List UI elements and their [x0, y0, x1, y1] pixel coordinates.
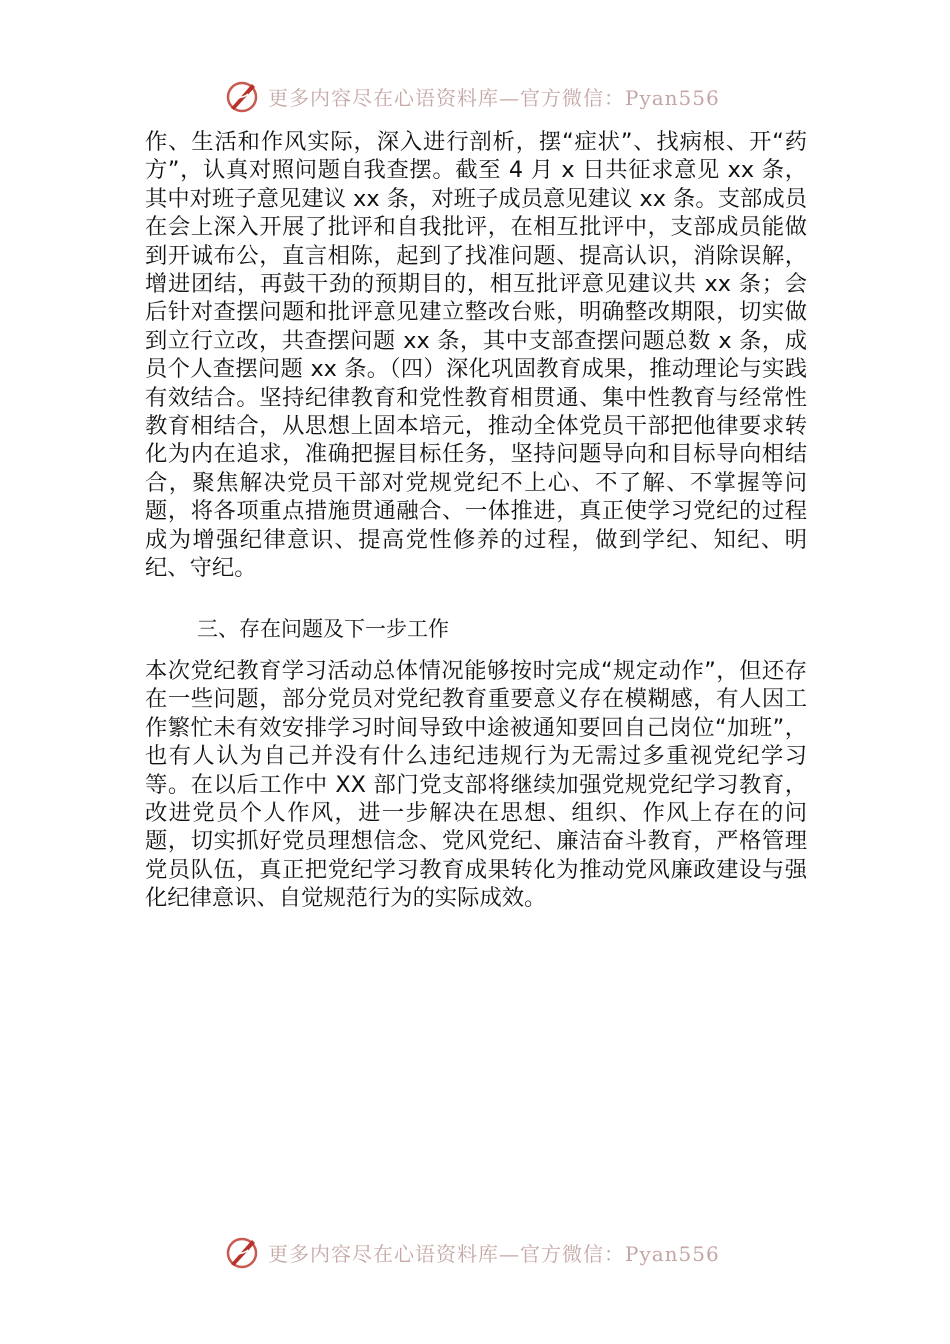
footer-watermark — [222, 1232, 720, 1272]
pen-circle-logo-icon — [222, 76, 262, 116]
body-paragraph-1: 作、生活和作风实际，深入进行剖析，摆“症状”、找病根、开“药方”，认真对照问题自我查摆。截至 4 月 x 日共征求意见 xx 条，其中对班子意见建议 xx 条，对班子成员意见建议 xx 条。支部成员在会上深入开展了批评和自我批评，在相互批评中，支部成员能做到开诚布公，直言相陈，起到了找准问题、提高认识，消除误解，增进团结，再鼓干劲的预期目的，相互批评意见建议共 xx 条；会后针对查摆问题和批评意见建立整改台账，明确整改期限，切实做到立行立改，共查摆问题 xx 条，其中支部查摆问题总数 x 条，成员个人查摆问题 xx 条。（四）深化巩固教育成果，推动理论与实践有效结合。坚持纪律教育和党性教育相贯通、集中性教育与经常性教育相结合，从思想上固本培元，推动全体党员干部把他律要求转化为内在追求，准确把握目标任务，坚持问题导向和目标导向相结合，聚焦解决党员干部对党规党纪不上心、不了解、不掌握等问题，将各项重点措施贯通融合、一体推进，真正使学习党纪的过程成为增强纪律意识、提高党性修养的过程，做到学纪、知纪、明纪、守纪。 — [145, 129, 807, 582]
pen-circle-logo-icon — [222, 1232, 262, 1272]
watermark-text: 更多内容尽在心语资料库—官方微信：Pyan556 — [268, 85, 720, 110]
body-paragraph-2: 本次党纪教育学习活动总体情况能够按时完成“规定动作”，但还存在一些问题，部分党员对党纪教育重要意义存在模糊感，有人因工作繁忙未有效安排学习时间导致中途被通知要回自己岗位“加班”，也有人认为自己并没有什么违纪违规行为无需过多重视党纪学习等。在以后工作中 XX 部门党支部将继续加强党规党纪学习教育，改进党员个人作风，进一步解决在思想、组织、作风上存在的问题，切实抓好党员理想信念、党风党纪、廉洁奋斗教育，严格管理党员队伍，真正把党纪学习教育成果转化为推动党风廉政建设与强化纪律意识、自觉规范行为的实际成效。 — [145, 658, 807, 912]
section-heading: 三、存在问题及下一步工作 — [197, 617, 449, 641]
watermark-text: 更多内容尽在心语资料库—官方微信：Pyan556 — [268, 1241, 720, 1266]
header-watermark — [222, 76, 720, 116]
